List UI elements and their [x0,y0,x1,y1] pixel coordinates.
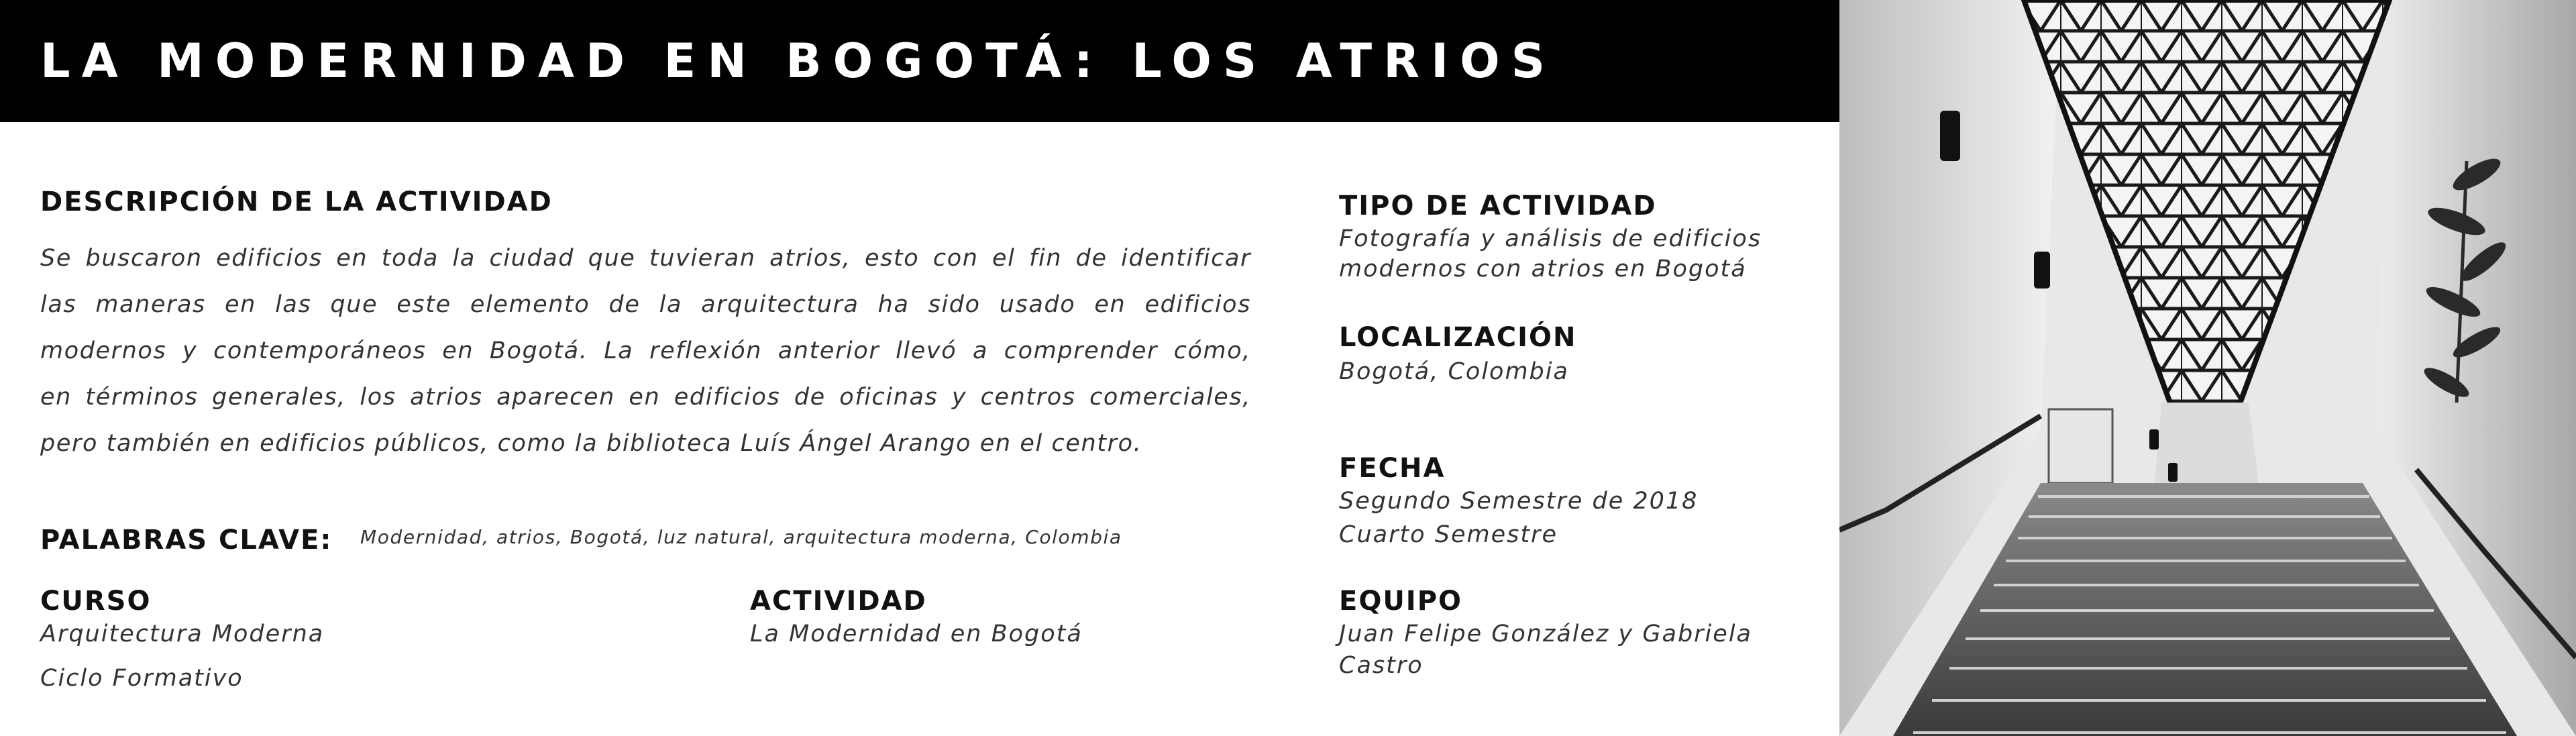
localizacion-value: Bogotá, Colombia [1339,358,1569,385]
title-bar [0,0,1839,122]
descripcion-line: las maneras en las que este elemento de la arquitectura ha sido usado en edificios [40,291,1251,318]
localizacion-heading: LOCALIZACIÓN [1339,322,1577,353]
atrium-staircase-photo [1839,0,2576,736]
fecha-line: Cuarto Semestre [1339,521,1558,548]
descripcion-heading: DESCRIPCIÓN DE LA ACTIVIDAD [40,187,553,217]
descripcion-line: en términos generales, los atrios aparecen en edificios de oficinas y centros comerciales, [40,384,1251,411]
equipo-line: Castro [1339,652,1424,679]
palabras-clave-heading: PALABRAS CLAVE: [40,525,333,556]
tipo-actividad-line: Fotografía y análisis de edificios [1339,225,1762,252]
actividad-value: La Modernidad en Bogotá [750,621,1083,647]
descripcion-line: pero también en edificios públicos, como la biblioteca Luís Ángel Arango en el centro. [40,430,1142,457]
equipo-line: Juan Felipe González y Gabriela [1339,621,1752,647]
fecha-heading: FECHA [1339,453,1446,484]
equipo-heading: EQUIPO [1339,586,1463,617]
curso-line: Ciclo Formativo [40,665,244,692]
fecha-line: Segundo Semestre de 2018 [1339,488,1699,515]
curso-line: Arquitectura Moderna [40,621,325,647]
page-title: LA MODERNIDAD EN BOGOTÁ: LOS ATRIOS [40,34,1557,89]
actividad-heading: ACTIVIDAD [750,586,927,617]
tipo-actividad-heading: TIPO DE ACTIVIDAD [1339,191,1657,221]
palabras-clave-value: Modernidad, atrios, Bogotá, luz natural, arquitectura moderna, Colombia [360,526,1122,548]
curso-heading: CURSO [40,586,152,617]
tipo-actividad-line: modernos con atrios en Bogotá [1339,256,1747,282]
descripcion-line: Se buscaron edificios en toda la ciudad que tuvieran atrios, esto con el fin de identificar [40,245,1251,272]
descripcion-line: modernos y contemporáneos en Bogotá. La reflexión anterior llevó a comprender cómo, [40,337,1251,364]
staircase-icon [1839,0,2576,736]
